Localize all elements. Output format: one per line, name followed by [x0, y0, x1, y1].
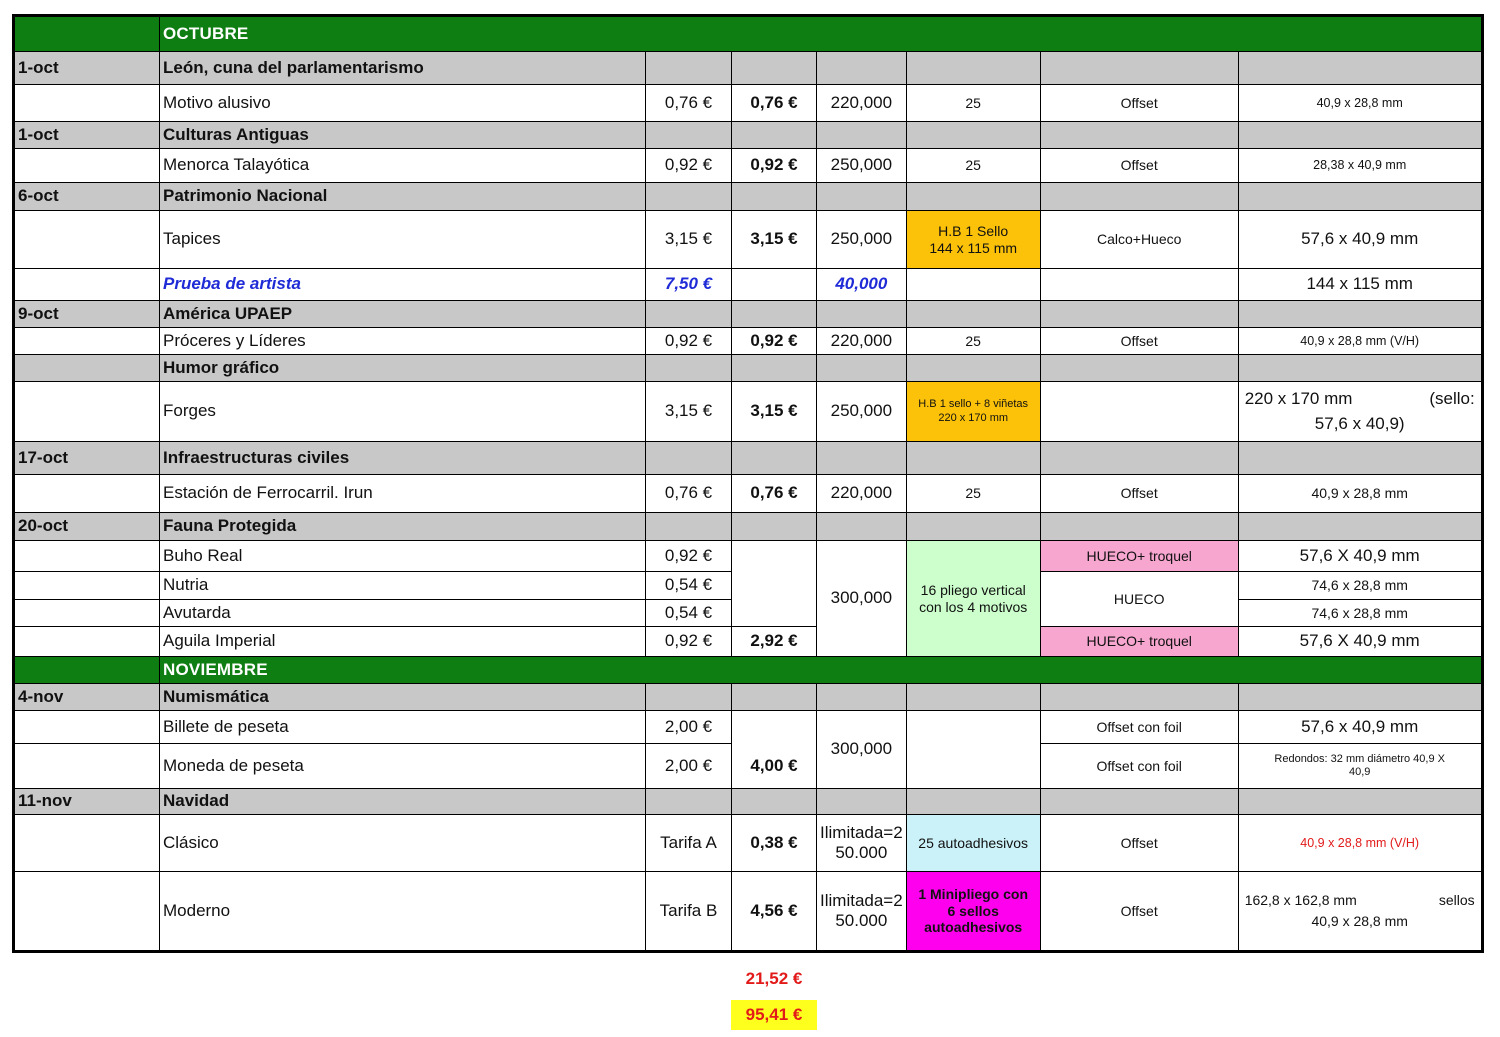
print-method: HUECO+ troquel: [1040, 541, 1238, 572]
stamp-issue-table: [12, 14, 1484, 953]
format-line: autoadhesivos: [924, 919, 1023, 936]
section-row: [14, 513, 1483, 541]
section-row: [14, 442, 1483, 475]
section-row: [14, 52, 1483, 85]
unit-price: 7,50 €: [646, 269, 732, 301]
month-label: OCTUBRE: [160, 16, 1483, 52]
stamp-name: Clásico: [160, 815, 646, 872]
table-row: [14, 711, 1483, 744]
print-run: 250,000: [817, 149, 907, 183]
table-row: [14, 269, 1483, 301]
format-line: H.B 1 sello + 8 viñetas: [918, 398, 1029, 411]
format: [906, 541, 1040, 657]
size-text: 57,6 x 40,9): [1314, 413, 1405, 433]
issue-date: 6-oct: [14, 183, 160, 211]
format-line: 220 x 170 mm: [938, 411, 1009, 424]
section-title: América UPAEP: [160, 301, 646, 328]
table-row: [14, 572, 1483, 600]
stamp-name: Buho Real: [160, 541, 646, 572]
unit-price: Tarifa A: [646, 815, 732, 872]
section-row: [14, 183, 1483, 211]
table-row: [14, 328, 1483, 355]
section-row: [14, 684, 1483, 711]
print-run: 220,000: [817, 475, 907, 513]
month-label: NOVIEMBRE: [160, 657, 1483, 684]
print-method: Offset: [1040, 328, 1238, 355]
format: [906, 872, 1040, 952]
unit-price: 0,54 €: [646, 572, 732, 600]
stamp-name: Moneda de peseta: [160, 744, 646, 789]
print-run-line: 50.000: [835, 843, 888, 862]
table-row: [14, 382, 1483, 442]
size-text: sellos: [1438, 892, 1475, 909]
print-run: 220,000: [817, 328, 907, 355]
table-row: [14, 149, 1483, 183]
total-price: 0,92 €: [732, 149, 817, 183]
format-line: 16 pliego vertical: [920, 581, 1026, 598]
section-row: [14, 122, 1483, 149]
unit-price: Tarifa B: [646, 872, 732, 952]
table-row: [14, 600, 1483, 627]
unit-price: 0,92 €: [646, 328, 732, 355]
stamp-name: Prueba de artista: [160, 269, 646, 301]
stamp-size: [1238, 872, 1482, 952]
print-run: 300,000: [817, 711, 907, 789]
total-price: 0,76 €: [732, 85, 817, 122]
print-run: [817, 815, 907, 872]
format-line: con los 4 motivos: [919, 598, 1028, 615]
stamp-name: Moderno: [160, 872, 646, 952]
size-text: (sello:: [1429, 389, 1475, 409]
unit-price: 0,92 €: [646, 627, 732, 657]
total-price: 3,15 €: [732, 211, 817, 269]
total-price: 2,92 €: [732, 627, 817, 657]
table-row: [14, 744, 1483, 789]
table-row: [14, 872, 1483, 952]
stamp-size: 144 x 115 mm: [1238, 269, 1482, 301]
stamp-size: 57,6 X 40,9 mm: [1238, 627, 1482, 657]
format-line: 144 x 115 mm: [929, 239, 1018, 256]
section-title: Humor gráfico: [160, 355, 646, 382]
stamp-size: 57,6 X 40,9 mm: [1238, 541, 1482, 572]
unit-price: 0,76 €: [646, 85, 732, 122]
section-title: Fauna Protegida: [160, 513, 646, 541]
month-header-noviembre: [14, 657, 1483, 684]
format: 25: [906, 328, 1040, 355]
size-text: 162,8 x 162,8 mm: [1244, 892, 1357, 909]
total-price: 0,76 €: [732, 475, 817, 513]
table-row: [14, 475, 1483, 513]
stamp-size: [1238, 382, 1482, 442]
format: 25: [906, 149, 1040, 183]
stamp-name: Aguila Imperial: [160, 627, 646, 657]
stamp-size: 40,9 x 28,8 mm (V/H): [1238, 328, 1482, 355]
stamp-size: 57,6 x 40,9 mm: [1238, 711, 1482, 744]
stamp-name: Próceres y Líderes: [160, 328, 646, 355]
stamp-size: 28,38 x 40,9 mm: [1238, 149, 1482, 183]
size-text: 40,9 x 28,8 mm: [1311, 913, 1408, 929]
format: 25 autoadhesivos: [906, 815, 1040, 872]
unit-price: 3,15 €: [646, 382, 732, 442]
print-method: Offset con foil: [1040, 744, 1238, 789]
stamp-name: Motivo alusivo: [160, 85, 646, 122]
table-row: [14, 627, 1483, 657]
stamp-size: 40,9 x 28,8 mm (V/H): [1238, 815, 1482, 872]
print-method: Offset: [1040, 149, 1238, 183]
total-price: 0,92 €: [732, 328, 817, 355]
unit-price: 2,00 €: [646, 711, 732, 744]
table-row: [14, 541, 1483, 572]
issue-date: 1-oct: [14, 52, 160, 85]
stamp-size: [1238, 744, 1482, 789]
stamp-size: 74,6 x 28,8 mm: [1238, 600, 1482, 627]
print-method: Offset: [1040, 815, 1238, 872]
section-title: Patrimonio Nacional: [160, 183, 646, 211]
stamp-name: Forges: [160, 382, 646, 442]
print-run: 250,000: [817, 211, 907, 269]
unit-price: 0,92 €: [646, 149, 732, 183]
issue-date: 20-oct: [14, 513, 160, 541]
section-title: Numismática: [160, 684, 646, 711]
print-run: [817, 872, 907, 952]
size-text: 220 x 170 mm: [1244, 389, 1353, 409]
stamp-size: 57,6 x 40,9 mm: [1238, 211, 1482, 269]
subtotal-value: 21,52 €: [745, 969, 803, 988]
unit-price: 3,15 €: [646, 211, 732, 269]
stamp-size: 40,9 x 28,8 mm: [1238, 85, 1482, 122]
print-method: Offset: [1040, 85, 1238, 122]
total-price: 4,00 €: [732, 744, 817, 789]
print-run: 220,000: [817, 85, 907, 122]
size-line: Redondos: 32 mm diámetro 40,9 X: [1274, 752, 1445, 765]
issue-date: 1-oct: [14, 122, 160, 149]
grand-total-value: 95,41 €: [731, 1000, 817, 1030]
issue-date: 17-oct: [14, 442, 160, 475]
section-title: León, cuna del parlamentarismo: [160, 52, 646, 85]
format: 25: [906, 85, 1040, 122]
table-row: [14, 815, 1483, 872]
unit-price: 2,00 €: [646, 744, 732, 789]
total-price: 0,38 €: [732, 815, 817, 872]
print-method: Calco+Hueco: [1040, 211, 1238, 269]
stamp-name: Menorca Talayótica: [160, 149, 646, 183]
table-row: [14, 211, 1483, 269]
total-price: 4,56 €: [732, 872, 817, 952]
format: [906, 382, 1040, 442]
table-row: [14, 85, 1483, 122]
format-line: 1 Minipliego con: [918, 885, 1029, 902]
stamp-name: Tapices: [160, 211, 646, 269]
format-line: 6 sellos: [947, 902, 999, 919]
total-price: 3,15 €: [732, 382, 817, 442]
unit-price: 0,76 €: [646, 475, 732, 513]
section-title: Navidad: [160, 789, 646, 815]
issue-date: 4-nov: [14, 684, 160, 711]
unit-price: 0,92 €: [646, 541, 732, 572]
format: 25: [906, 475, 1040, 513]
print-run-line: Ilimitada=2: [820, 890, 903, 910]
stamp-name: Billete de peseta: [160, 711, 646, 744]
issue-date: 9-oct: [14, 301, 160, 328]
print-method: Offset: [1040, 872, 1238, 952]
section-row: [14, 355, 1483, 382]
stamp-name: Nutria: [160, 572, 646, 600]
print-method: Offset con foil: [1040, 711, 1238, 744]
stamp-size: 40,9 x 28,8 mm: [1238, 475, 1482, 513]
unit-price: 0,54 €: [646, 600, 732, 627]
section-row: [14, 301, 1483, 328]
section-title: Culturas Antiguas: [160, 122, 646, 149]
section-title: Infraestructuras civiles: [160, 442, 646, 475]
print-run-line: 50.000: [835, 911, 888, 930]
size-line: 40,9: [1348, 766, 1371, 778]
print-method: HUECO+ troquel: [1040, 627, 1238, 657]
format: [906, 211, 1040, 269]
month-header-octubre: [14, 16, 1483, 52]
print-run: 250,000: [817, 382, 907, 442]
print-method: Offset: [1040, 475, 1238, 513]
section-row: [14, 789, 1483, 815]
stamp-name: Avutarda: [160, 600, 646, 627]
stamp-name: Estación de Ferrocarril. Irun: [160, 475, 646, 513]
print-run-line: Ilimitada=2: [820, 822, 903, 842]
stamp-size: 74,6 x 28,8 mm: [1238, 572, 1482, 600]
print-run: 40,000: [817, 269, 907, 301]
format-line: H.B 1 Sello: [938, 222, 1009, 239]
print-method: HUECO: [1040, 572, 1238, 627]
issue-date: 11-nov: [14, 789, 160, 815]
print-run: 300,000: [817, 541, 907, 657]
